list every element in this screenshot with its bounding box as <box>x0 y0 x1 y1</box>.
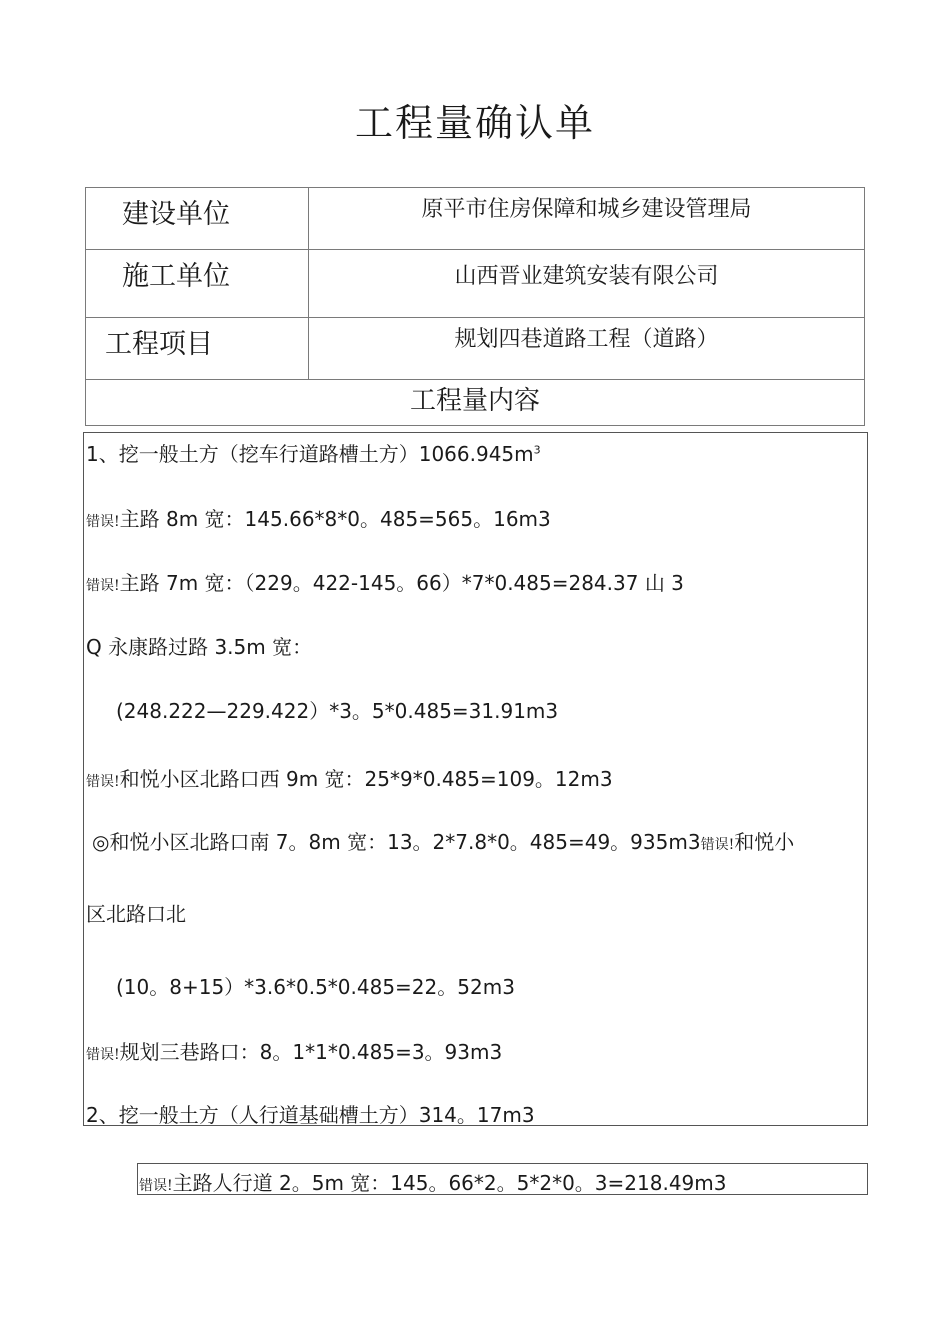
section-header: 工程量内容 <box>86 380 865 426</box>
error-mark: 错误! <box>86 578 120 594</box>
table-row <box>86 188 865 250</box>
content-line-11: 2、挖一般土方（人行道基础槽土方）314。17m3 <box>86 1103 535 1127</box>
table-row <box>86 380 865 426</box>
content-line-5: (248.222—229.422）*3。5*0.485=31.91m3 <box>116 699 559 723</box>
table-row <box>86 318 865 380</box>
info-table <box>85 187 865 426</box>
quantity-content-box <box>83 432 868 1126</box>
sidewalk-detail-box <box>137 1163 868 1195</box>
error-mark: 错误! <box>86 774 120 790</box>
content-line-2: 错误!主路 8m 宽：145.66*8*0。485=565。16m3 <box>86 507 551 531</box>
content-line-7: ◎和悦小区北路口南 7。8m 宽：13。2*7.8*0。485=49。935m3错误!和悦小 <box>92 830 795 854</box>
content-line-8: 区北路口北 <box>86 902 186 926</box>
owner-value: 原平市住房保障和城乡建设管理局 <box>309 188 865 250</box>
content-line-1: 1、挖一般土方（挖车行道路槽土方）$1066.945m^3$ <box>86 442 541 466</box>
content-line-10: 错误!规划三巷路口：8。1*1*0.485=3。93m3 <box>86 1040 503 1064</box>
content-line-12: 错误!主路人行道 2。5m 宽：145。66*2。5*2*0。3=218.49m3 <box>139 1171 727 1195</box>
contractor-value: 山西晋业建筑安装有限公司 <box>309 250 865 318</box>
content-line-4: Q 永康路过路 3.5m 宽： <box>86 635 313 659</box>
table-row <box>86 250 865 318</box>
content-line-9: (10。8+15）*3.6*0.5*0.485=22。52m3 <box>116 975 515 999</box>
superscript: 3 <box>533 443 541 457</box>
content-line-6: 错误!和悦小区北路口西 9m 宽：25*9*0.485=109。12m3 <box>86 767 613 791</box>
project-value: 规划四巷道路工程（道路） <box>309 318 865 380</box>
project-label: 工程项目 <box>86 318 309 380</box>
contractor-label: 施工单位 <box>86 250 309 318</box>
error-mark: 错误! <box>700 837 735 853</box>
error-mark: 错误! <box>86 1047 120 1063</box>
content-line-3: 错误!主路 7m 宽：（229。422-145。66）*7*0.485=284.37 山 3 <box>86 571 684 595</box>
owner-label: 建设单位 <box>86 188 309 250</box>
error-mark: 错误! <box>139 1178 173 1194</box>
error-mark: 错误! <box>86 514 120 530</box>
page-title: 工程量确认单 <box>354 101 595 145</box>
